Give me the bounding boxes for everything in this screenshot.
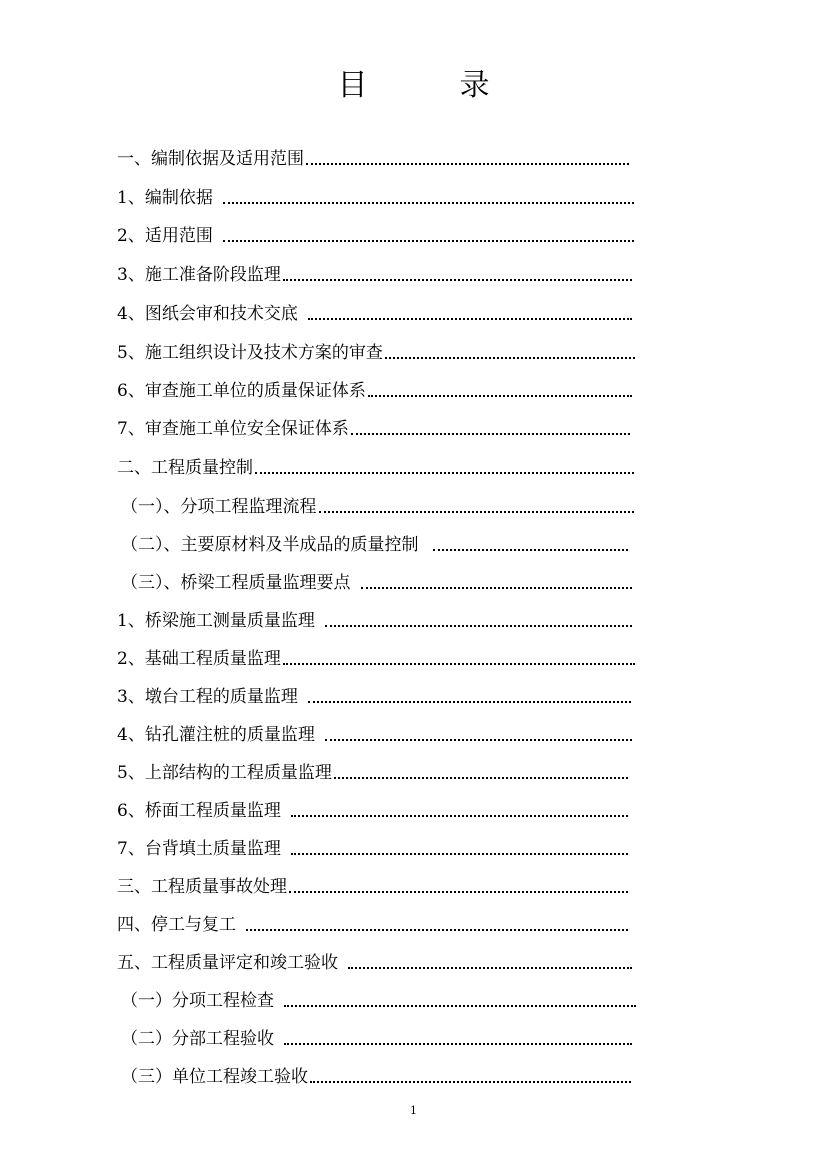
toc-entry-label: 1、桥梁施工测量质量监理 bbox=[117, 611, 315, 631]
toc-entry-17[interactable] bbox=[117, 757, 628, 785]
toc-entry-label: 4、钻孔灌注桩的质量监理 bbox=[117, 725, 315, 745]
dot-leader bbox=[291, 799, 628, 823]
dot-leader bbox=[310, 1065, 631, 1089]
toc-entry-24[interactable] bbox=[121, 1023, 632, 1051]
toc-entry-3[interactable] bbox=[117, 220, 634, 248]
toc-entry-label: 2、基础工程质量监理 bbox=[117, 649, 281, 669]
toc-entry-6[interactable] bbox=[117, 337, 635, 365]
toc-entry-label: 五、工程质量评定和竣工验收 bbox=[117, 953, 338, 973]
toc-entry-4[interactable] bbox=[117, 259, 632, 287]
toc-entry-21[interactable] bbox=[117, 909, 628, 937]
toc-entry-10[interactable] bbox=[121, 491, 634, 519]
toc-entry-label: 6、桥面工程质量监理 bbox=[117, 801, 281, 821]
toc-entry-18[interactable] bbox=[117, 795, 628, 823]
dot-leader bbox=[368, 379, 632, 403]
toc-entry-label: 5、上部结构的工程质量监理 bbox=[117, 763, 332, 783]
dot-leader bbox=[308, 302, 632, 326]
toc-entry-16[interactable] bbox=[117, 719, 632, 747]
dot-leader bbox=[246, 913, 628, 937]
dot-leader bbox=[334, 761, 628, 785]
dot-leader bbox=[291, 837, 628, 861]
title-char-2: 录 bbox=[459, 68, 490, 103]
toc-entry-15[interactable] bbox=[117, 681, 631, 709]
toc-entry-label: 6、审查施工单位的质量保证体系 bbox=[117, 381, 366, 401]
toc-entry-label: （三）、桥梁工程质量监理要点 bbox=[121, 573, 351, 593]
toc-entry-label: 7、审查施工单位安全保证体系 bbox=[117, 419, 349, 439]
dot-leader bbox=[325, 723, 632, 747]
toc-entry-11[interactable] bbox=[121, 529, 628, 557]
toc-entry-label: 5、施工组织设计及技术方案的审查 bbox=[117, 343, 383, 363]
toc-entry-label: （二）、主要原材料及半成品的质量控制 bbox=[121, 535, 419, 555]
toc-entry-23[interactable] bbox=[121, 985, 636, 1013]
toc-entry-8[interactable] bbox=[117, 413, 630, 441]
dot-leader bbox=[223, 224, 634, 248]
toc-entry-7[interactable] bbox=[117, 375, 632, 403]
toc-entry-label: （一）、分项工程监理流程 bbox=[121, 497, 317, 517]
page-number: 1 bbox=[410, 1104, 417, 1117]
toc-entry-label: 三、工程质量事故处理 bbox=[117, 877, 287, 897]
toc-entry-13[interactable] bbox=[117, 605, 632, 633]
dot-leader bbox=[361, 571, 633, 595]
toc-entry-12[interactable] bbox=[121, 567, 632, 595]
toc-entry-label: 二、工程质量控制 bbox=[117, 458, 253, 478]
toc-entry-5[interactable] bbox=[117, 298, 632, 326]
toc-entry-label: 四、停工与复工 bbox=[117, 915, 236, 935]
toc-entry-25[interactable] bbox=[121, 1061, 631, 1089]
dot-leader bbox=[325, 609, 632, 633]
toc-entry-label: 3、墩台工程的质量监理 bbox=[117, 687, 298, 707]
dot-leader bbox=[284, 989, 636, 1013]
dot-leader bbox=[348, 951, 632, 975]
dot-leader bbox=[433, 533, 629, 557]
toc-entry-label: 2、适用范围 bbox=[117, 226, 213, 246]
toc-entry-label: 7、台背填土质量监理 bbox=[117, 839, 281, 859]
dot-leader bbox=[223, 186, 634, 210]
dot-leader bbox=[306, 147, 629, 171]
toc-entry-1[interactable] bbox=[117, 143, 629, 171]
toc-entry-label: 一、编制依据及适用范围 bbox=[117, 149, 304, 169]
toc-entry-9[interactable] bbox=[117, 452, 634, 480]
toc-entry-14[interactable] bbox=[117, 643, 635, 671]
dot-leader bbox=[289, 875, 628, 899]
dot-leader bbox=[385, 341, 635, 365]
toc-entry-22[interactable] bbox=[117, 947, 632, 975]
dot-leader bbox=[308, 685, 631, 709]
dot-leader bbox=[283, 647, 635, 671]
toc-entry-20[interactable] bbox=[117, 871, 628, 899]
toc-entry-label: （二）分部工程验收 bbox=[121, 1029, 274, 1049]
dot-leader bbox=[351, 417, 630, 441]
toc-entry-2[interactable] bbox=[117, 182, 634, 210]
toc-entry-19[interactable] bbox=[117, 833, 628, 861]
toc-entry-label: （一）分项工程检查 bbox=[121, 991, 274, 1011]
toc-entry-label: 1、编制依据 bbox=[117, 188, 213, 208]
dot-leader bbox=[255, 456, 634, 480]
title-char-1: 目 bbox=[337, 68, 368, 103]
dot-leader bbox=[284, 1027, 632, 1051]
dot-leader bbox=[283, 263, 632, 287]
toc-entry-label: 3、施工准备阶段监理 bbox=[117, 265, 281, 285]
toc-entry-label: （三）单位工程竣工验收 bbox=[121, 1067, 308, 1087]
dot-leader bbox=[319, 495, 635, 519]
toc-entry-label: 4、图纸会审和技术交底 bbox=[117, 304, 298, 324]
